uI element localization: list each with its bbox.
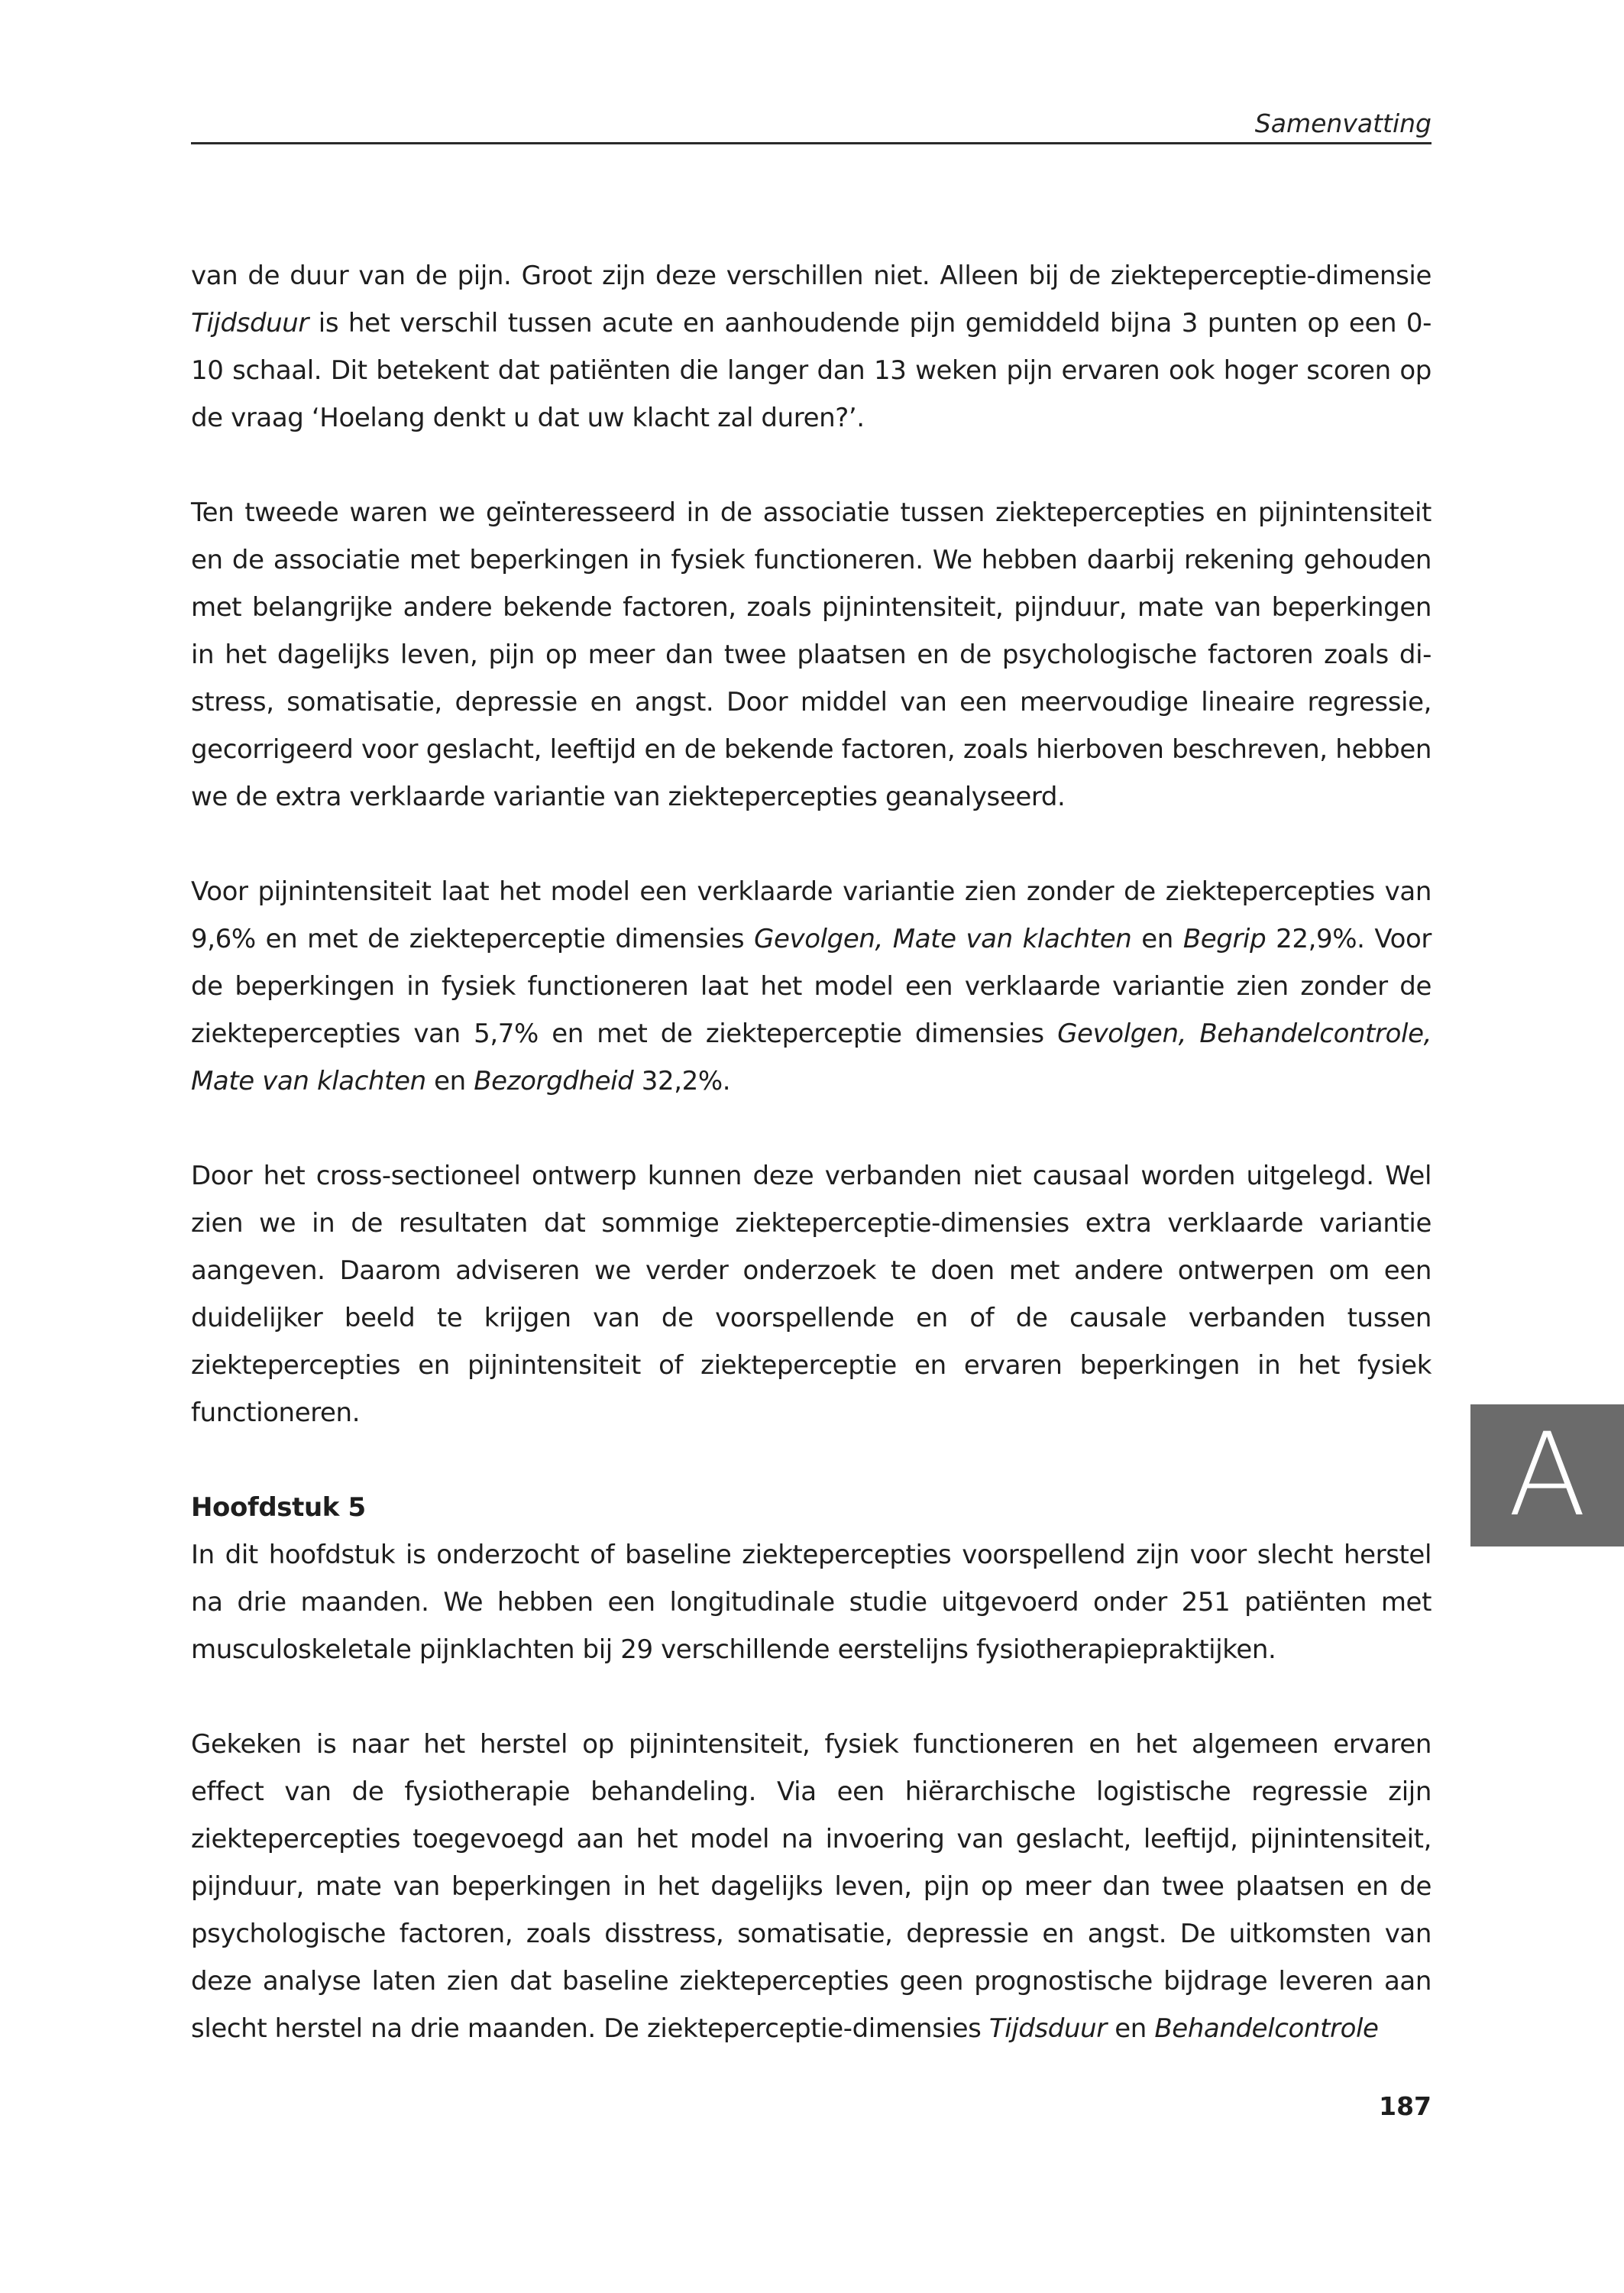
paragraph-3 [191,868,1432,1105]
italic-term: Gevolgen, Behandelcontrole, Mate van klachten [191,1019,1432,1096]
header-rule [191,142,1432,144]
text-span: en [1131,924,1183,954]
paragraph-1 [191,252,1432,442]
paragraph-6 [191,1721,1432,2052]
appendix-tab: A [1470,1404,1624,1546]
text-span: van de duur van de pijn. Groot zijn deze verschillen niet. Alleen bij de ziekteperceptie-dimensie [191,261,1432,291]
page-number: 187 [1379,2091,1432,2121]
paragraph-4: Door het cross-sectioneel ontwerp kunnen deze verbanden niet causaal worden uitgelegd. Wel zien we in de resultaten dat sommige ziekteperceptie-dimensies extra verklaarde variantie aangeven. Daarom adviseren we verder onderzoek te doen met andere ontwerpen om een duidelijker beeld te krijgen van de voorspellende en of de causale verbanden tussen ziektepercepties en pijnintensiteit of ziekteperceptie en ervaren beperkingen in het fysiek functioneren. [191,1161,1432,1428]
text-span: en [1106,2013,1155,2044]
chapter-heading: Hoofdstuk 5 [191,1492,366,1523]
italic-term: Tijdsduur [988,2013,1107,2044]
italic-term: Bezorgdheid [474,1066,634,1096]
text-span: 22,9%. Voor de beperkingen in fysiek functioneren laat het model een verklaarde variantie zien zonder de ziektepercepties van 5,7% en met de ziekteperceptie dimensies [191,924,1432,1049]
body-text [191,252,1432,2052]
text-span: Gekeken is naar het herstel op pijnintensiteit, fysiek functioneren en het algemeen ervaren effect van de fysiotherapie behandeling. Via een hiërarchische logistische regressie zijn ziektepercepties toegevoegd aan het model na invoering van geslacht, leeftijd, pijnintensiteit, pijnduur, mate van beperkingen in het dagelijks leven, pijn op meer dan twee plaatsen en de psychologische factoren, zoals disstress, somatisatie, depressie en angst. De uitkomsten van deze analyse laten zien dat baseline ziektepercepties geen prognostische bijdrage leveren aan slecht herstel na drie maanden. De ziekteperceptie-dimensies [191,1729,1432,2044]
italic-term: Tijdsduur [191,308,309,338]
text-span: 32,2%. [633,1066,731,1096]
italic-term: Gevolgen, Mate van klachten [754,924,1132,954]
paragraph-2: Ten tweede waren we geïnteresseerd in de associatie tussen ziektepercepties en pijnintensiteit en de associatie met beperkingen in fysiek functioneren. We hebben daarbij rekening gehouden met belangrijke andere bekende factoren, zoals pijnintensiteit, pijnduur, mate van beperkingen in het dagelijks leven, pijn op meer dan twee plaatsen en de psychologische factoren zoals di-stress, somatisatie, depressie en angst. Door middel van een meervoudige lineaire regressie, gecorrigeerd voor geslacht, leeftijd en de bekende factoren, zoals hierboven beschreven, hebben we de extra verklaarde variantie van ziektepercepties geanalyseerd. [191,497,1432,812]
italic-term: Behandelcontrole [1154,2013,1379,2044]
running-header: Samenvatting [1254,108,1432,138]
text-span: en [425,1066,474,1096]
italic-term: Begrip [1182,924,1267,954]
text-span: is het verschil tussen acute en aanhoudende pijn gemiddeld bijna 3 punten op een 0-10 schaal. Dit betekent dat patiënten die langer dan 13 weken pijn ervaren ook hoger scoren op de vraag ‘Hoelang denkt u dat uw klacht zal duren?’. [191,308,1432,433]
paragraph-5: In dit hoofdstuk is onderzocht of baseline ziektepercepties voorspellend zijn voor slecht herstel na drie maanden. We hebben een longitudinale studie uitgevoerd onder 251 patiënten met musculoskeletale pijnklachten bij 29 verschillende eerstelijns fysiotherapiepraktijken. [191,1540,1432,1665]
text-span: Voor pijnintensiteit laat het model een verklaarde variantie zien zonder de ziektepercepties van 9,6% en met de ziekteperceptie dimensies [191,876,1432,954]
